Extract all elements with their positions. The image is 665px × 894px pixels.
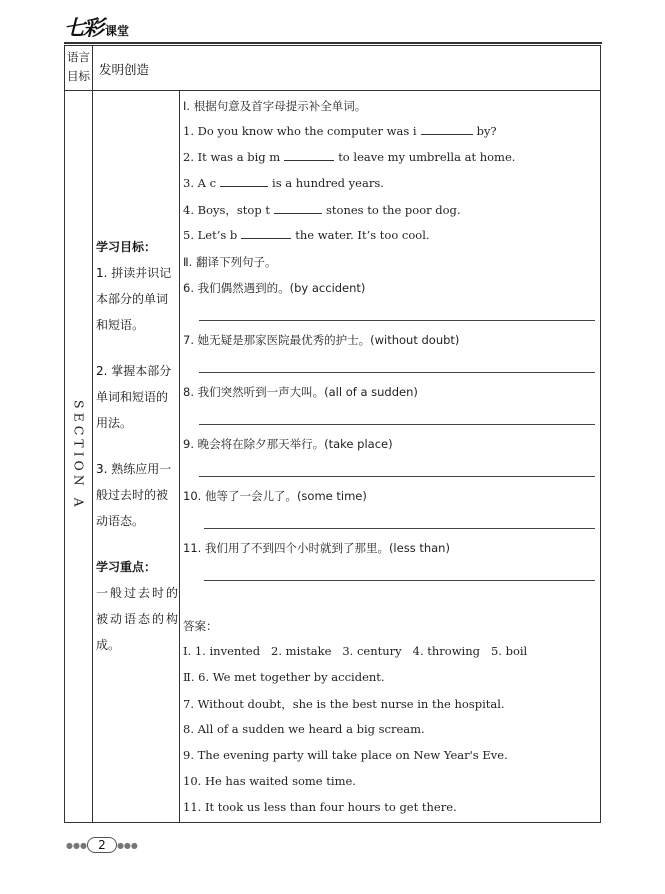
answer-8: 8. All of a sudden we heard a big scream. — [183, 722, 425, 736]
question-7: 7. 她无疑是那家医院最优秀的护士。(without doubt) — [183, 333, 460, 347]
answer-line[interactable] — [199, 424, 595, 425]
dots-left-icon: ●●● — [66, 840, 87, 850]
answer-6: Ⅱ. 6. We met together by accident. — [183, 670, 385, 684]
question-5 — [183, 228, 430, 242]
goals-heading: 学习目标： — [96, 240, 157, 254]
answer-10: 10. He has waited some time. — [183, 774, 356, 788]
page-number: 2 — [87, 837, 117, 853]
section-label — [64, 400, 94, 511]
question-2-text: 2. It was a big m — [183, 150, 281, 164]
question-2 — [183, 150, 515, 164]
answer-9: 9. The evening party will take place on New Year's Eve. — [183, 748, 508, 762]
question-4-text: 4. Boys，stop t — [183, 203, 270, 217]
answer-line[interactable] — [204, 528, 595, 529]
language-goal-value: 发明创造 — [99, 62, 150, 77]
answer-7: 7. Without doubt，she is the best nurse in the hospital. — [183, 697, 505, 711]
goal-item: 1. 拼读并识记本部分的单词和短语。 — [96, 266, 172, 332]
question-10: 10. 他等了一会儿了。(some time) — [183, 489, 367, 503]
language-goal-label: 语言目标 — [67, 50, 90, 83]
row-divider — [64, 90, 601, 91]
answer-line[interactable] — [199, 476, 595, 477]
question-2-end: to leave my umbrella at home. — [338, 150, 516, 164]
brand-subtitle: 课堂 — [105, 24, 130, 38]
focus-heading: 学习重点： — [96, 560, 157, 574]
dots-right-icon: ●●● — [116, 840, 138, 850]
goal-item: 2. 掌握本部分单词和短语的用法。 — [96, 364, 172, 430]
answer-blank[interactable] — [284, 150, 334, 161]
question-5-text: 5. Let’s b — [183, 228, 238, 242]
question-1-end: by? — [476, 124, 497, 138]
question-5-end: the water. It’s too cool. — [295, 228, 430, 242]
goal-item: 3. 熟练应用一般过去时的被动语态。 — [96, 462, 172, 528]
question-3-text: 3. A c — [183, 176, 217, 190]
question-4 — [183, 202, 461, 218]
answer-blank[interactable] — [421, 124, 473, 135]
brand-logo: 七彩 — [64, 15, 102, 40]
column-divider-2 — [179, 90, 180, 823]
learning-goals — [96, 234, 178, 658]
part1-title: Ⅰ. 根据句意及首字母提示补全单词。 — [183, 99, 367, 113]
page-number-badge — [66, 836, 138, 854]
section-label-text: SECTION A — [71, 400, 87, 511]
question-8: 8. 我们突然听到一声大叫。(all of a sudden) — [183, 385, 418, 399]
question-1-text: 1. Do you know who the computer was i — [183, 124, 417, 138]
question-4-end: stones to the poor dog. — [326, 203, 461, 217]
question-11: 11. 我们用了不到四个小时就到了那里。(less than) — [183, 541, 450, 555]
part2-title: Ⅱ. 翻译下列句子。 — [183, 255, 277, 269]
focus-text: 一般过去时的被动语态的构成。 — [96, 586, 178, 652]
question-3 — [183, 176, 384, 190]
answer-blank[interactable] — [220, 176, 268, 187]
answer-11: 11. It took us less than four hours to get there. — [183, 800, 457, 814]
answers-heading: 答案： — [183, 619, 218, 633]
answer-blank[interactable] — [241, 228, 291, 239]
brand-header — [64, 14, 129, 40]
question-1 — [183, 124, 497, 138]
answer-blank[interactable] — [274, 203, 322, 214]
answer-part1: Ⅰ. 1. invented 2. mistake 3. century 4. throwing 5. boil — [183, 644, 528, 658]
question-6: 6. 我们偶然遇到的。(by accident) — [183, 281, 366, 295]
answer-line[interactable] — [204, 580, 595, 581]
question-3-end: is a hundred years. — [272, 176, 384, 190]
header-rule — [64, 42, 602, 44]
question-9: 9. 晚会将在除夕那天举行。(take place) — [183, 437, 393, 451]
answer-line[interactable] — [199, 372, 595, 373]
answer-line[interactable] — [199, 320, 595, 321]
